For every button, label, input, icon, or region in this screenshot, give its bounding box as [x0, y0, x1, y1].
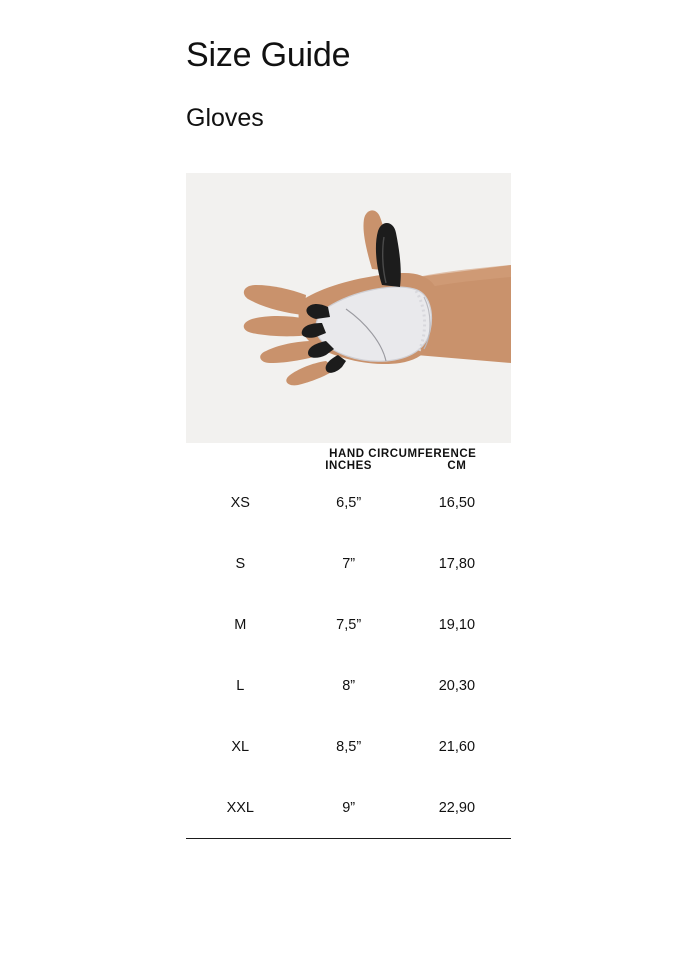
- cell-inches: 7”: [342, 555, 356, 572]
- column-header-size: [186, 460, 295, 472]
- cell-inches: 6,5”: [336, 494, 362, 511]
- size-chart: [186, 448, 511, 839]
- cell-size: XXL: [186, 777, 295, 839]
- cell-inches: 8,5”: [336, 738, 362, 755]
- cell-cm: 17,80: [438, 555, 476, 572]
- table-row: [186, 594, 511, 655]
- cell-cm: 21,60: [438, 738, 476, 755]
- cell-cm: 22,90: [403, 777, 511, 839]
- cell-inches: 9”: [295, 777, 403, 839]
- column-header-cm: CM: [447, 460, 467, 472]
- cell-size: M: [234, 616, 247, 633]
- cell-size: L: [236, 677, 245, 694]
- hand-circumference-header: HAND CIRCUMFERENCE: [329, 448, 477, 460]
- table-row: [186, 472, 511, 533]
- product-photo: [186, 173, 511, 443]
- table-row: [186, 716, 511, 777]
- cell-size: XS: [230, 494, 250, 511]
- cell-cm: 20,30: [438, 677, 476, 694]
- cell-size: XL: [231, 738, 250, 755]
- hand-glove-illustration: [186, 173, 511, 443]
- table-row: [186, 655, 511, 716]
- cell-cm: 19,10: [438, 616, 476, 633]
- cell-size: S: [235, 555, 246, 572]
- cell-inches: 8”: [342, 677, 356, 694]
- size-table: [186, 448, 511, 839]
- cell-cm: 16,50: [438, 494, 476, 511]
- table-row: [186, 777, 511, 839]
- table-group-header-row: [186, 448, 511, 460]
- table-column-header-row: [186, 460, 511, 472]
- page-title: Size Guide: [186, 36, 351, 74]
- column-header-inches: INCHES: [325, 460, 373, 472]
- cell-inches: 7,5”: [336, 616, 362, 633]
- table-row: [186, 533, 511, 594]
- page-subtitle: Gloves: [186, 104, 264, 132]
